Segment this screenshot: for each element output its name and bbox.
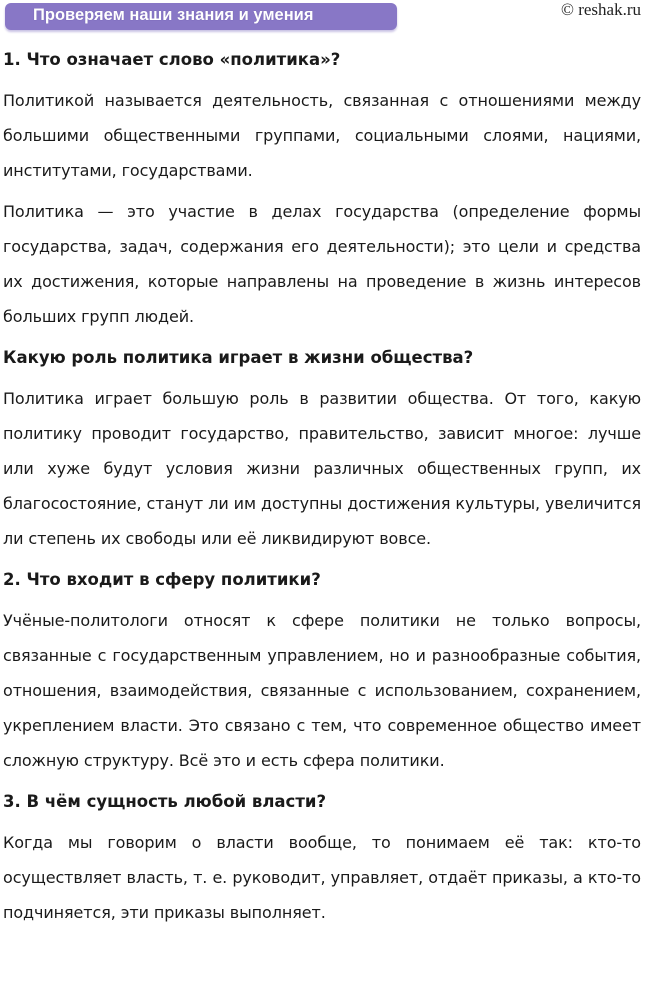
paragraph: Учёные-политологи относят к сфере политики не только вопросы, связанные с государственным управлением, но и разнообразные события, отношения, взаимодействия, связанные с использованием, сохранением, укреплением власти. Это связано с тем, что современное общество имеет сложную структуру. Всё это и есть сфера политики. [3,611,641,770]
paragraph: Политика играет большую роль в развитии общества. От того, какую политику проводит государство, правительство, зависит многое: лучше или хуже будут условия жизни различных общественных групп, их благосостояние, станут ли им доступны достижения культуры, увеличится ли степень их свободы или её ликвидируют вовсе. [3,389,641,548]
section-banner [5,3,397,30]
copyright: © reshak.ru [561,0,641,19]
document-body [3,42,641,936]
paragraph: Когда мы говорим о власти вообще, то понимаем её так: кто-то осуществляет власть, т. е. руководит, управляет, отдаёт приказы, а кто-то подчиняется, эти приказы выполняет. [3,833,641,922]
question-1-heading: 1. Что означает слово «политика»? [3,50,341,69]
subquestion-heading: Какую роль политика играет в жизни общества? [3,348,474,367]
paragraph: Политика — это участие в делах государства (определение формы государства, задач, содержания его деятельности); это цели и средства их достижения, которые направлены на проведение в жизнь интересов больших групп людей. [3,202,641,326]
question-2-heading: 2. Что входит в сферу политики? [3,570,321,589]
banner-title: Проверяем наши знания и умения [33,6,314,24]
paragraph: Политикой называется деятельность, связанная с отношениями между большими общественными группами, социальными слоями, нациями, институтами, государствами. [3,91,641,180]
question-3-heading: 3. В чём сущность любой власти? [3,792,327,811]
